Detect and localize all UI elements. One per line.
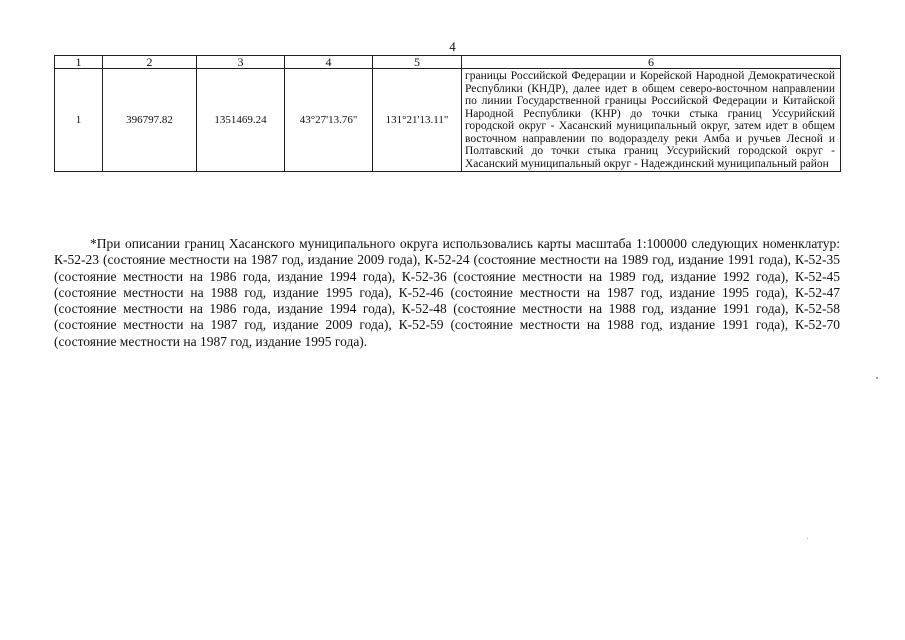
column-header: 1 <box>55 56 103 69</box>
boundary-table <box>54 55 841 172</box>
boundary-description-cell: границы Российской Федерации и Корейской Народной Демократической Республики (КНДР), далее идет в общем северо-восточном направлении по линии Государственной границы Российской Федерации и Китайской Народной Республики (КНР) до точки стыка границ Уссурийский городской округ - Хасанский муниципальный округ, затем идет в общем восточном направлении по водоразделу реки Амба и ручьев Лесной и Полтавский до точки стыка границ Уссурийский городской округ - Хасанский муниципальный округ - Надеждинский муниципальный район <box>462 69 841 172</box>
column-header: 2 <box>103 56 197 69</box>
table-header-row <box>55 56 841 69</box>
column-header: 6 <box>462 56 841 69</box>
longitude-cell: 131°21'13.11" <box>373 69 462 172</box>
y-coordinate-cell: 1351469.24 <box>197 69 285 172</box>
column-header: 5 <box>373 56 462 69</box>
scan-speck <box>876 377 878 379</box>
latitude-cell: 43°27'13.76" <box>285 69 373 172</box>
table-row <box>55 69 841 172</box>
page-number: 4 <box>449 39 456 54</box>
x-coordinate-cell: 396797.82 <box>103 69 197 172</box>
column-header: 4 <box>285 56 373 69</box>
scan-speck <box>807 538 808 539</box>
footnote: *При описании границ Хасанского муниципального округа использовались карты масштаба 1:100000 следующих номенклатур: К-52-23 (состояние местности на 1987 год, издание 2009 года), К-52-24 (состояние местности на 1989 год, издание 1991 года), К-52-35 (состояние местности на 1986 года, издание 1994 года), К-52-36 (состояние местности на 1989 год, издание 1992 года), К-52-45 (состояние местности на 1988 год, издание 1995 года), К-52-46 (состояние местности на 1987 год, издание 1995 года), К-52-47 (состояние местности на 1986 года, издание 1994 года), К-52-48 (состояние местности на 1988 год, издание 1991 года), К-52-58 (состояние местности на 1987 год, издание 2009 года), К-52-59 (состояние местности на 1988 год, издание 1991 года), К-52-70 (состояние местности на 1987 год, издание 1995 года). <box>54 236 840 349</box>
point-number-cell: 1 <box>55 69 103 172</box>
column-header: 3 <box>197 56 285 69</box>
